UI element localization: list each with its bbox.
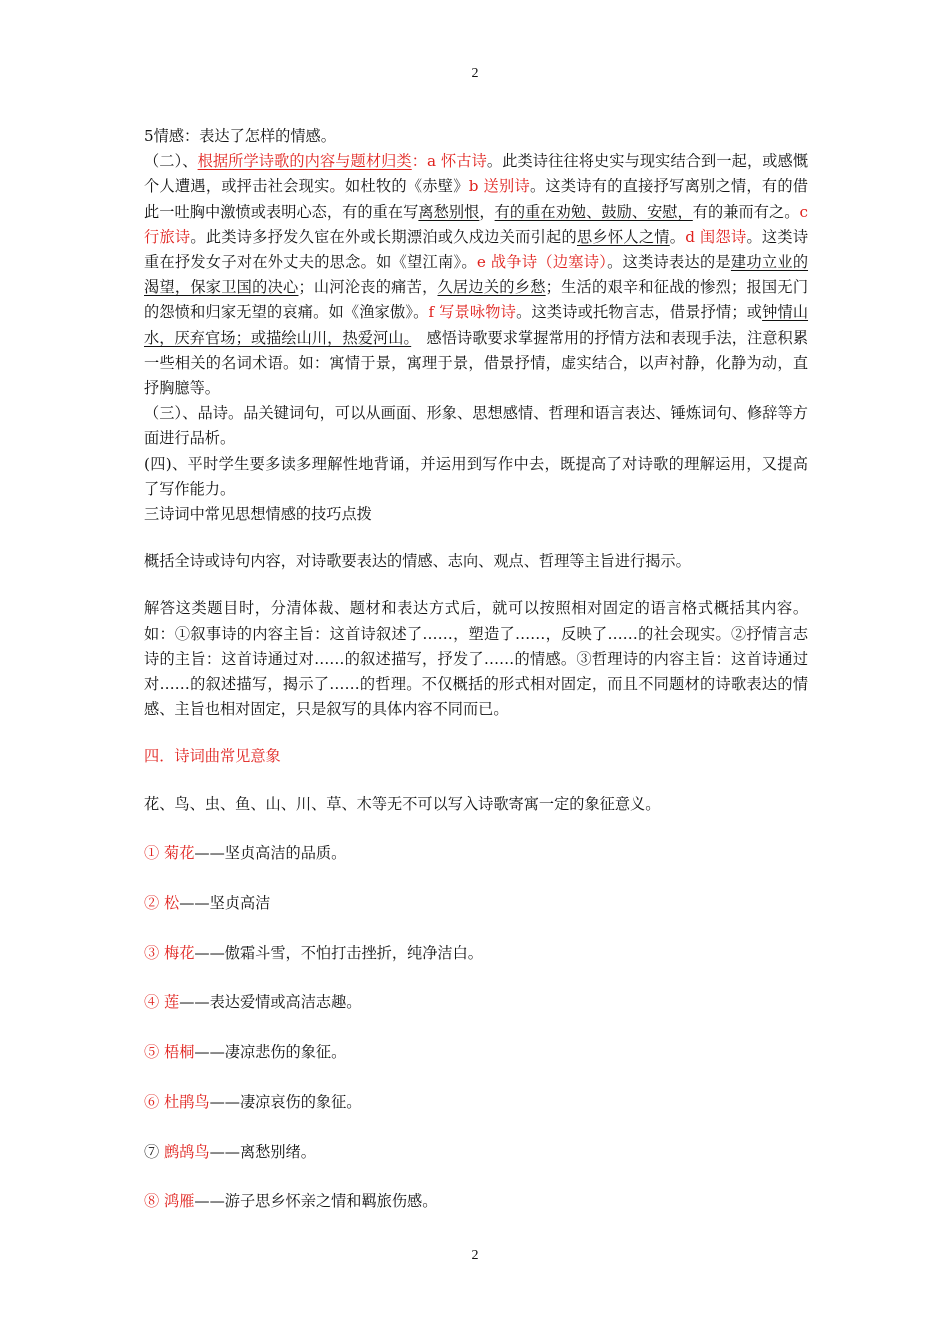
- spacer: [144, 966, 808, 991]
- imagery-item: [144, 990, 808, 1015]
- category-b-text-3: 有的兼而有之。: [692, 202, 800, 221]
- spacer: [144, 867, 808, 892]
- imagery-term: 鹧鸪鸟: [164, 1142, 210, 1161]
- imagery-meaning: ——坚贞高洁: [179, 894, 271, 913]
- imagery-number: ②: [144, 894, 160, 913]
- section-2-heading: 根据所学诗歌的内容与题材归类: [197, 152, 412, 171]
- category-e-label: e 战争诗（边塞诗）: [476, 253, 608, 272]
- imagery-term: 菊花: [164, 844, 195, 863]
- footer-page-number: 2: [471, 1248, 479, 1263]
- category-c-underline: 思乡怀人之情: [576, 227, 670, 246]
- imagery-term: 松: [164, 894, 180, 913]
- imagery-term: 鸿雁: [164, 1192, 195, 1211]
- category-f-label: f 写景咏物诗: [428, 303, 517, 322]
- category-f-underline: 钟情山水，厌弃官场；或描绘山川，热爱河山。: [144, 303, 809, 347]
- imagery-number: ⑥: [144, 1092, 160, 1111]
- category-e-text: 。这类诗表达的是: [607, 253, 731, 272]
- imagery-item: [144, 841, 808, 866]
- imagery-meaning: ——游子思乡怀亲之情和羁旅伤感。: [194, 1192, 438, 1211]
- category-d-text: 。这类诗重在抒发女子对在外丈夫的思念。如《望江南》。: [144, 227, 809, 272]
- part-3-title: 三诗词中常见思想情感的技巧点拨: [144, 505, 372, 524]
- spacer: [144, 574, 808, 596]
- imagery-meaning: ——坚贞高洁的品质。: [194, 844, 347, 863]
- imagery-term: 梧桐: [164, 1043, 195, 1062]
- category-e-text-2: ；山河沦丧的痛苦，: [298, 278, 438, 297]
- imagery-list: [144, 817, 808, 1215]
- spacer: [144, 1016, 808, 1041]
- spacer: [144, 770, 808, 792]
- part-4-title: 四．诗词曲常见意象: [144, 747, 281, 766]
- section-2-prefix: （二）、: [144, 152, 198, 171]
- category-a-label: a 怀古诗: [427, 152, 487, 171]
- spacer: [144, 1065, 808, 1090]
- category-d-label: d 闺怨诗: [685, 227, 747, 246]
- imagery-number: ⑤: [144, 1043, 160, 1062]
- imagery-meaning: ——凄凉悲伤的象征。: [194, 1043, 347, 1062]
- category-f-text: 。这类诗或托物言志，借景抒情；或: [516, 303, 763, 322]
- imagery-item: [144, 1090, 808, 1115]
- category-a-text: 。此类诗往往将史实与现实结合到一起，或感慨个人遭遇，或抨击社会现实。如杜牧的《赤壁》: [144, 152, 809, 196]
- imagery-meaning: ——凄凉哀伤的象征。: [209, 1092, 362, 1111]
- spacer: [144, 916, 808, 941]
- imagery-item: [144, 1140, 808, 1165]
- imagery-meaning: ——表达爱情或高洁志趣。: [179, 993, 362, 1012]
- header-page-number: 2: [471, 66, 479, 81]
- imagery-term: 杜鹃鸟: [164, 1092, 210, 1111]
- part-3-paragraph-2: 解答这类题目时，分清体裁、题材和表达方式后，就可以按照相对固定的语言格式概括其内容。如：①叙事诗的内容主旨：这首诗叙述了……，塑造了……，反映了……的社会现实。②抒情言志诗的主旨：这首诗通过对……的叙述描写，抒发了……的情感。③哲理诗的内容主旨：这首诗通过对……的叙述描写，揭示了……的哲理。不仅概括的形式相对固定，而且不同题材的诗歌表达的情感、主旨也相对固定，只是叙写的具体内容不同而已。: [144, 599, 808, 719]
- imagery-item: [144, 1040, 808, 1065]
- spacer: [144, 722, 808, 744]
- imagery-number: ①: [144, 844, 160, 863]
- category-b-underline-1: 离愁别恨: [418, 202, 480, 221]
- category-b-underline-2: 有的重在劝勉、鼓励、安慰，: [494, 202, 693, 221]
- imagery-number: ④: [144, 993, 160, 1012]
- imagery-term: 梅花: [164, 943, 195, 962]
- category-c-text: 。此类诗多抒发久宦在外或长期漂泊或久戍边关而引起的: [190, 227, 577, 246]
- category-e-text-3: ；生活的艰辛和征战的惨烈；报国无门的怨愤和归家无望的哀痛。如《渔家傲》。: [144, 278, 809, 322]
- imagery-number: ③: [144, 943, 160, 962]
- spacer: [144, 817, 808, 842]
- imagery-item: [144, 1189, 808, 1214]
- section-5-emotion: 5情感：表达了怎样的情感。: [144, 127, 336, 145]
- category-e-underline-1: 建功立业的渴望，保家卫国的决心: [144, 253, 809, 297]
- category-b-text-2: ，: [479, 202, 495, 221]
- document-body: [144, 124, 808, 1215]
- spacer: [144, 1115, 808, 1140]
- category-e-underline-2: 久居边关的乡愁: [437, 278, 546, 297]
- imagery-item: [144, 891, 808, 916]
- imagery-item: [144, 941, 808, 966]
- imagery-number: ⑦: [144, 1142, 160, 1161]
- section-4-recitation: (四)、平时学生要多读多理解性地背诵，并运用到写作中去，既提高了对诗歌的理解运用，又提高了写作能力。: [144, 454, 808, 498]
- section-2-classification: [144, 149, 808, 401]
- section-3-appreciation: （三）、品诗。品关键词句，可以从画面、形象、思想感情、哲理和语言表达、锤炼词句、修辞等方面进行品析。: [144, 404, 808, 448]
- part-4-intro: 花、鸟、虫、鱼、山、川、草、木等无不可以写入诗歌寄寓一定的象征意义。: [144, 794, 661, 813]
- spacer: [144, 527, 808, 549]
- imagery-number: ⑧: [144, 1192, 160, 1211]
- category-b-text: 。这类诗有的直接抒写离别之情，有的借此一吐胸中激愤或表明心态，有的重在写: [144, 177, 808, 221]
- imagery-meaning: ——傲霜斗雪，不怕打击挫折，纯净洁白。: [194, 943, 483, 962]
- category-b-label: b 送别诗: [468, 177, 530, 196]
- imagery-term: 莲: [164, 993, 180, 1012]
- spacer: [144, 1165, 808, 1190]
- category-c-label: c 行旅诗: [144, 202, 809, 246]
- category-c-text-2: 。: [669, 227, 686, 246]
- category-f-text-2: 感悟诗歌要求掌握常用的抒情方法和表现手法，注意积累一些相关的名词术语。如：寓情于景，寓理于景，借景抒情，虚实结合，以声衬静，化静为动，直抒胸臆等。: [144, 328, 809, 398]
- imagery-meaning: ——离愁别绪。: [209, 1142, 316, 1161]
- section-2-colon: ：: [411, 152, 428, 171]
- part-3-paragraph-1: 概括全诗或诗句内容，对诗歌要表达的情感、志向、观点、哲理等主旨进行揭示。: [144, 552, 691, 571]
